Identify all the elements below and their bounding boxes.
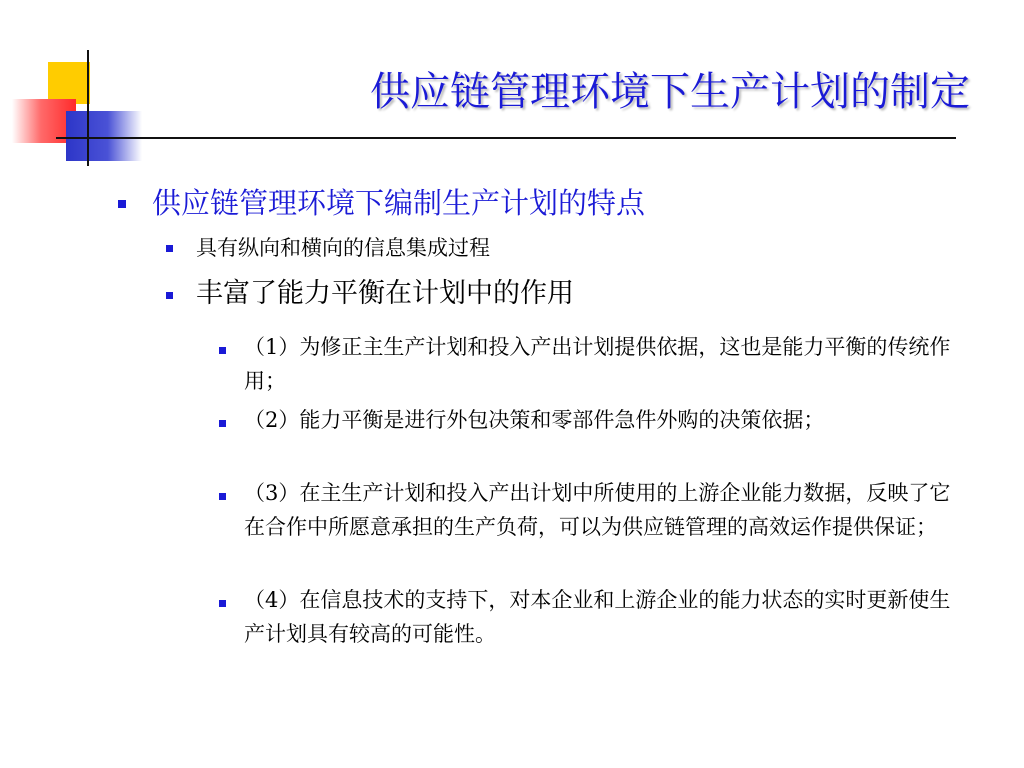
- bullet-square-icon: [219, 420, 226, 427]
- bullet-square-icon: [166, 245, 173, 252]
- corner-logo: [0, 0, 170, 170]
- logo-vertical-line: [87, 50, 89, 166]
- bullet-square-icon: [219, 347, 226, 354]
- level3-item: （3）在主生产计划和投入产出计划中所使用的上游企业能力数据，反映了它在合作中所愿意承担的生产负荷，可以为供应链管理的高效运作提供保证；: [244, 481, 951, 539]
- level1-heading: 供应链管理环境下编制生产计划的特点: [152, 186, 646, 220]
- bullet-square-icon: [219, 600, 226, 607]
- bullet-square-icon: [166, 292, 173, 299]
- bullet-square-icon: [219, 493, 226, 500]
- bullet-square-icon: [118, 200, 126, 208]
- level3-item: （4）在信息技术的支持下，对本企业和上游企业的能力状态的实时更新使生产计划具有较高的可能性。: [244, 588, 951, 646]
- title-divider: [56, 137, 956, 139]
- level2-item: 具有纵向和横向的信息集成过程: [196, 236, 490, 260]
- slide-title: 供应链管理环境下生产计划的制定: [370, 69, 970, 115]
- logo-blue-square: [66, 111, 142, 161]
- level3-item: （2）能力平衡是进行外包决策和零部件急件外购的决策依据；: [244, 408, 825, 432]
- level2-item: 丰富了能力平衡在计划中的作用: [196, 278, 574, 309]
- level3-item: （1）为修正主生产计划和投入产出计划提供依据，这也是能力平衡的传统作用；: [244, 335, 951, 393]
- logo-yellow-square: [48, 62, 90, 104]
